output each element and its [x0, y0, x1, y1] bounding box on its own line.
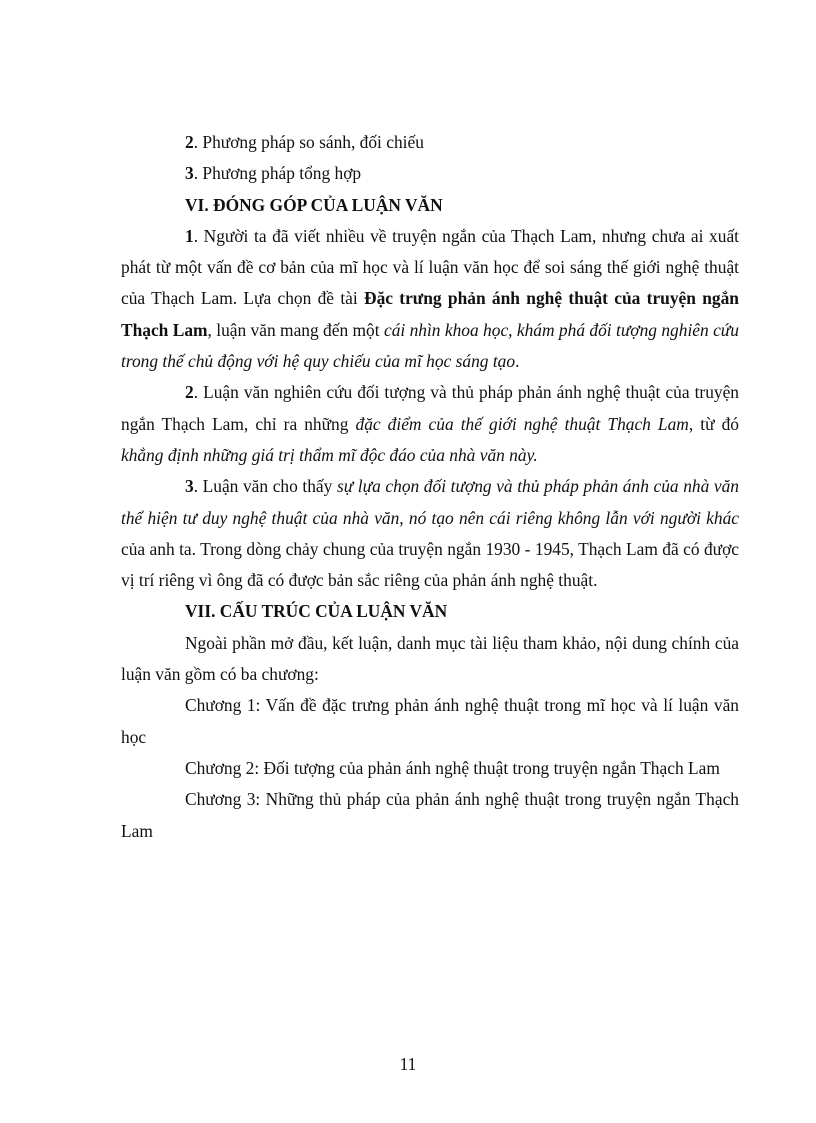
- section-heading-structure: VII. CẤU TRÚC CỦA LUẬN VĂN: [185, 601, 448, 622]
- paragraph-text: . Người ta đã viết nhiều về truyện ngắn của Thạch Lam, nhưng chưa ai xuất phát từ một vấn đề cơ bản của mĩ học và lí luận văn học để soi sáng thế giới nghệ thuật của Thạch Lam. Lựa chọn đề tài: [121, 225, 739, 309]
- contribution-paragraph-3: [121, 471, 739, 596]
- chapter-3-description: Chương 3: Những thủ pháp của phản ánh nghệ thuật trong truyện ngắn Thạch Lam: [121, 789, 739, 841]
- paragraph-text: . Luận văn cho thấy: [193, 476, 337, 497]
- paragraph-text: của anh ta. Trong dòng chảy chung của truyện ngắn 1930 - 1945, Thạch Lam đã có được vị trí riêng vì ông đã có được bản sắc riêng của phản ánh nghệ thuật.: [121, 538, 739, 591]
- emphasis-text: đặc điểm của thế giới nghệ thuật Thạch Lam: [355, 413, 689, 434]
- page-content: [121, 127, 739, 847]
- paragraph-text: . Luận văn nghiên cứu đối tượng và thủ pháp phản ánh nghệ thuật của truyện ngắn Thạch Lam, chỉ ra những: [121, 382, 739, 434]
- structure-intro: Ngoài phần mở đầu, kết luận, danh mục tài liệu tham khảo, nội dung chính của luận văn gồm có ba chương:: [121, 632, 739, 685]
- thesis-title: Đặc trưng phản ánh nghệ thuật của truyện ngắn Thạch Lam: [121, 288, 739, 340]
- emphasis-text: khẳng định những giá trị thẩm mĩ độc đáo của nhà văn này.: [121, 444, 538, 465]
- method-item-2: [121, 127, 739, 158]
- page-number: 11: [399, 1054, 417, 1074]
- paragraph-text: , luận văn mang đến một: [207, 319, 384, 340]
- paragraph-number: 3: [185, 476, 194, 497]
- chapter-2-description: Chương 2: Đối tượng của phản ánh nghệ thuật trong truyện ngắn Thạch Lam: [185, 757, 720, 778]
- method-item-3: [121, 158, 739, 189]
- item-text: . Phương pháp tổng hợp: [193, 163, 362, 184]
- emphasis-text: cái nhìn khoa học, khám phá đối tượng nghiên cứu trong thế chủ động với hệ quy chiếu của mĩ học sáng tạo: [121, 319, 739, 372]
- emphasis-text: sự lựa chọn đối tượng và thủ pháp phản ánh của nhà văn thể hiện tư duy nghệ thuật của nhà văn, nó tạo nên cái riêng không lẫn với người khác: [121, 476, 739, 528]
- paragraph-text: .: [515, 351, 520, 372]
- item-text: . Phương pháp so sánh, đối chiếu: [193, 132, 424, 152]
- paragraph-number: 1: [185, 225, 194, 246]
- item-number: 2: [185, 132, 194, 152]
- section-heading-contributions: VI. ĐÓNG GÓP CỦA LUẬN VĂN: [185, 194, 443, 215]
- chapter-1-description: Chương 1: Vấn đề đặc trưng phản ánh nghệ thuật trong mĩ học và lí luận văn học: [121, 695, 739, 747]
- paragraph-number: 2: [185, 382, 194, 403]
- paragraph-text: , từ đó: [688, 413, 739, 434]
- item-number: 3: [185, 163, 194, 184]
- contribution-paragraph-2: [121, 377, 739, 471]
- contribution-paragraph-1: [121, 221, 739, 377]
